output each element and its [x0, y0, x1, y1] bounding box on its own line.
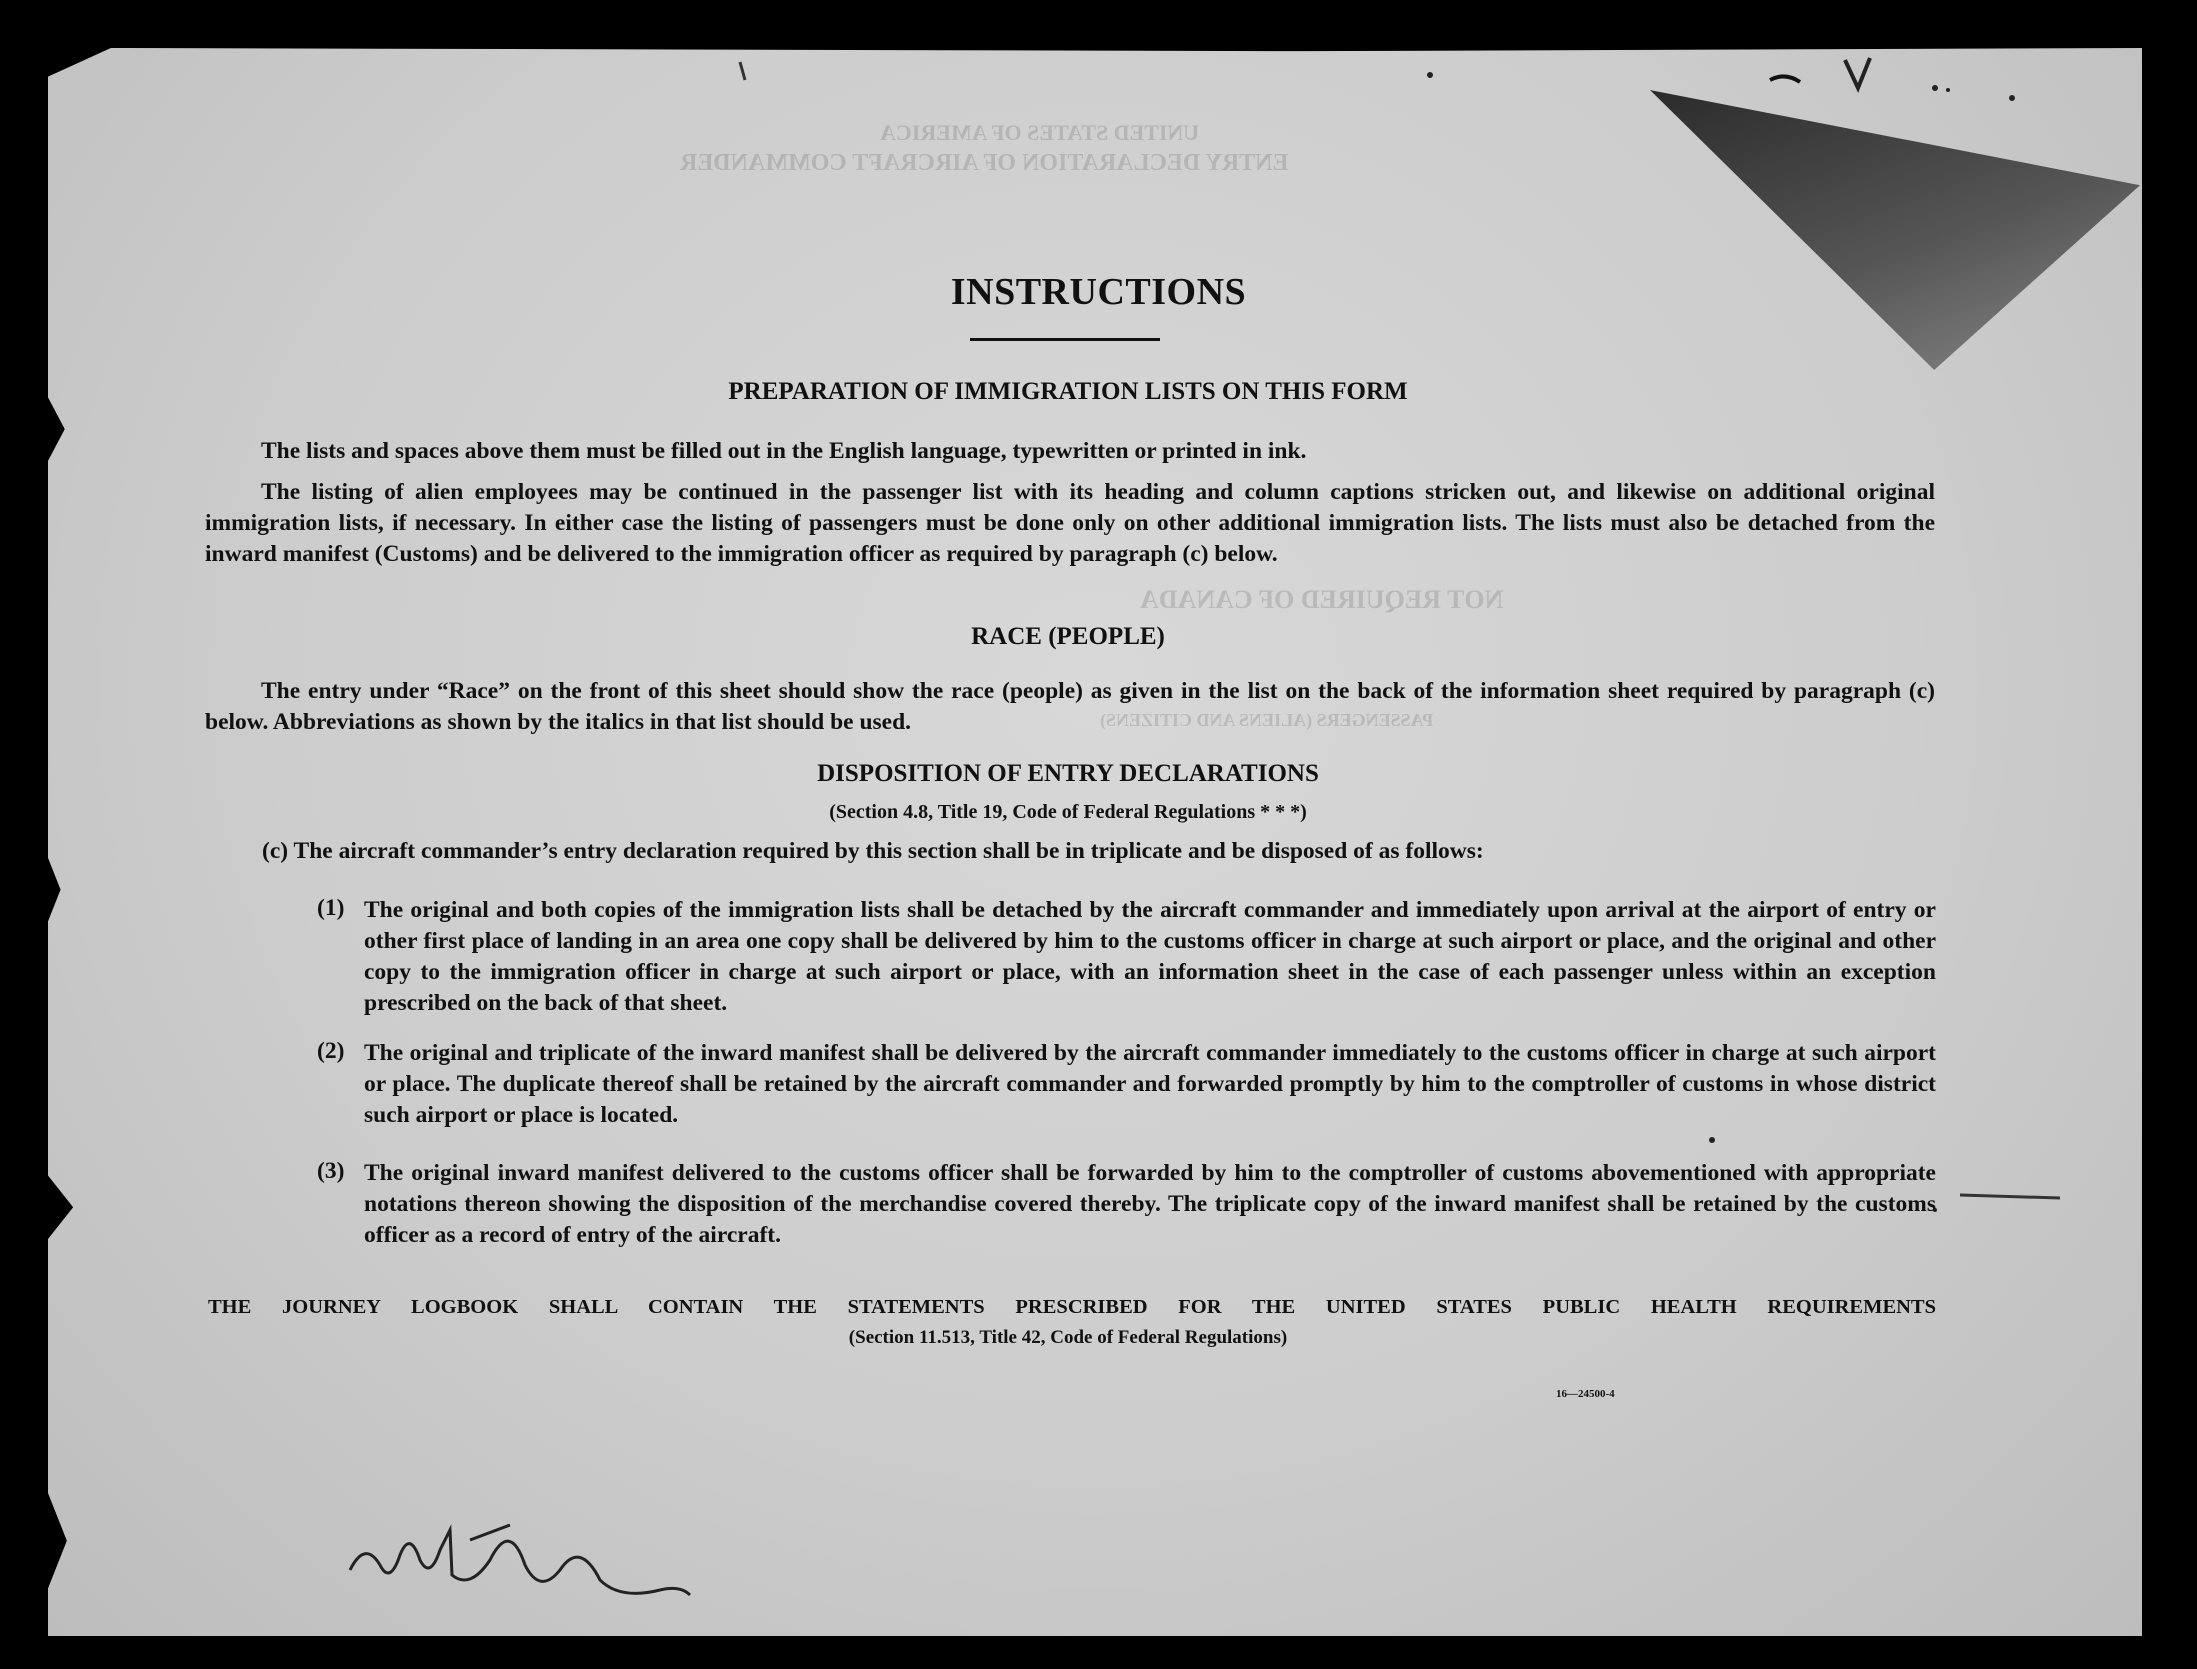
- handwritten-signature: [340, 1500, 700, 1610]
- bleed-through-4: PASSENGERS (ALIENS AND CITIZENS): [1100, 710, 1434, 730]
- title-underline: [970, 338, 1160, 341]
- health-requirements-statement: THE JOURNEY LOGBOOK SHALL CONTAIN THE STATEMENTS PRESCRIBED FOR THE UNITED STATES PUBLIC HEALTH REQUIREMENTS: [208, 1296, 1936, 1318]
- item-number-2: (2): [317, 1038, 345, 1064]
- health-requirements-citation: (Section 11.513, Title 42, Code of Federal Regulations): [848, 1327, 1288, 1348]
- paragraph-alien-employees: The listing of alien employees may be continued in the passenger list with its heading and column captions stricken out, and likewise on additional original immigration lists, if necessary. In either case the listing of passengers must be done only on other additional immigration lists. The lists must also be detached from the inward manifest (Customs) and be delivered to the immigration officer as required by paragraph (c) below.: [205, 479, 1935, 567]
- form-number: 16—24500-4: [1556, 1388, 1615, 1400]
- disposition-citation: (Section 4.8, Title 19, Code of Federal Regulations * * *): [829, 801, 1307, 823]
- section-heading-race: RACE (PEOPLE): [971, 623, 1165, 650]
- item-number-1: (1): [317, 895, 345, 921]
- bleed-through-1: UNITED STATES OF AMERICA: [880, 120, 1200, 145]
- bleed-through-3: NOT REQUIRED OF CANADA: [1140, 585, 1504, 614]
- disposition-item-2: The original and triplicate of the inward manifest shall be delivered by the aircraft commander immediately to the customs officer in charge at such airport or place. The duplicate thereof shall be retained by the aircraft commander and forwarded promptly by him to the comptroller of customs in whose district such airport or place is located.: [364, 1040, 1936, 1128]
- page-title: INSTRUCTIONS: [950, 271, 1247, 313]
- bleed-through-2: ENTRY DECLARATION OF AIRCRAFT COMMANDER: [680, 150, 1289, 176]
- paragraph-english-language: The lists and spaces above them must be filled out in the English language, typewritten or printed in ink.: [261, 438, 1307, 464]
- section-heading-preparation: PREPARATION OF IMMIGRATION LISTS ON THIS FORM: [728, 378, 1408, 405]
- disposition-item-1: The original and both copies of the immigration lists shall be detached by the aircraft commander and immediately upon arrival at the airport of entry or other first place of landing in an area one copy shall be delivered by him to the customs officer in charge at such airport or place, and the original and other copy to the immigration officer in charge at such airport or place, with an information sheet in the case of each passenger unless within an exception prescribed on the back of that sheet.: [364, 897, 1936, 1016]
- disposition-item-3: The original inward manifest delivered to the customs officer shall be forwarded by him to the comptroller of customs abovementioned with appropriate notations thereon showing the disposition of the merchandise covered thereby. The triplicate copy of the inward manifest shall be retained by the customs officer as a record of entry of the aircraft.: [364, 1160, 1936, 1248]
- section-heading-disposition: DISPOSITION OF ENTRY DECLARATIONS: [817, 760, 1319, 787]
- disposition-intro: (c) The aircraft commander’s entry declaration required by this section shall be in triplicate and be disposed of as follows:: [262, 838, 1484, 864]
- paragraph-race-entry: The entry under “Race” on the front of this sheet should show the race (people) as given in the list on the back of the information sheet required by paragraph (c) below. Abbreviations as shown by the italics in that list should be used.: [205, 678, 1935, 735]
- item-number-3: (3): [317, 1158, 345, 1184]
